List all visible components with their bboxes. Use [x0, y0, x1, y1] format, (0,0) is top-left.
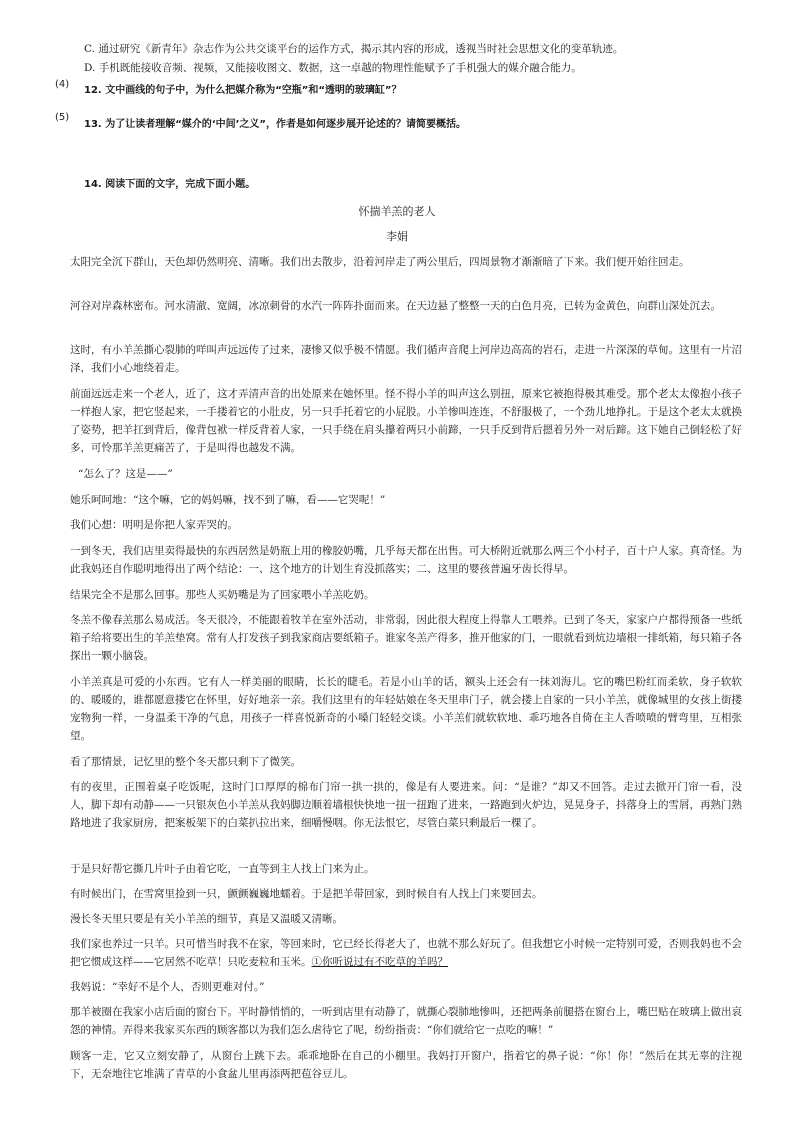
paragraph-text: 有时候出门，在雪窝里捡到一只，颤颤巍巍地蠕着。于是把羊带回家，到时候自有人找上门来要回去。	[70, 888, 543, 900]
paragraph-text: 前面远远走来一个老人，近了，这才弄清声音的出处原来在她怀里。怪不得小羊的叫声这么别扭，原来它被抱得极其难受。那个老太太像抱小孩子一样抱人家，把它竖起来，一手搂着它的小肚皮，另一只手托着它的小屁股。小羊惨叫连连，不舒服极了，一个劲儿地挣扎。于是这个老太太就换了姿势，把羊扛到背后，像背包袱一样反背着人家，一只手绕在肩头攥着两只小前蹄，一只手反到背后摁着另外一对后蹄。这下她自己倒轻松了好多，可怜那羊羔更痛苦了，于是叫得也越发不满。	[70, 388, 742, 454]
paragraph-text: 她乐呵呵地：“这个嘛，它的妈妈嘛，找不到了嘛，看——它哭呢！”	[70, 494, 386, 506]
option-c: C. 通过研究《新青年》杂志作为公共交谈平台的运作方式，揭示其内容的形成，透视当时社会思想文化的变革轨迹。	[84, 43, 624, 55]
paragraph-20	[70, 1047, 742, 1083]
paragraph-1	[70, 253, 742, 271]
paragraph-text: 太阳完全沉下群山，天色却仍然明亮、清晰。我们出去散步，沿着河岸走了两公里后，四周景物才渐渐暗了下来。我们便开始往回走。	[70, 256, 690, 268]
paragraph-9	[70, 586, 742, 604]
paragraph-text: 一到冬天，我们店里卖得最快的东西居然是奶瓶上用的橡胶奶嘴，几乎每天都在出售。可大桥附近就那么两三个小村子，百十户人家。真奇怪。为此我妈还自作聪明地得出了两个结论：一、这个地方的计划生育没抓落实；二、这里的婴孩普遍牙齿长得早。	[70, 545, 742, 575]
paragraph-2	[70, 297, 742, 315]
paragraph-18	[70, 978, 742, 996]
paragraph-16	[70, 910, 742, 928]
paragraph-text: 冬羔不像春羔那么易成活。冬天很冷，不能跟着牧羊在室外活动，非常弱，因此很大程度上得靠人工喂养。已到了冬天，家家户户都得预备一些纸箱子给将要出生的羊羔垫窝。常有人打发孩子到我家商店要纸箱子。谁家冬羔产得多，推开他家的门，一眼就看到炕边墙根一排纸箱，每只箱子各探出一颗小脑袋。	[70, 614, 742, 662]
paragraph-5	[78, 465, 750, 483]
question-14: 14. 阅读下面的文字，完成下面小题。	[84, 179, 256, 190]
paragraph-text: 我们心想：明明是你把人家弄哭的。	[70, 519, 238, 531]
article-title: 怀揣羊羔的老人	[358, 205, 436, 218]
paragraph-8	[70, 542, 742, 578]
question-12: 12. 文中画线的句子中，为什么把媒介称为“空瓶”和“透明的玻璃缸”？	[84, 85, 402, 96]
paragraph-10	[70, 611, 742, 665]
paragraph-text: 结果完全不是那么回事。那些人买奶嘴是为了回家喂小羊羔吃奶。	[70, 589, 375, 601]
paragraph-text: 小羊羔真是可爱的小东西。它有人一样美丽的眼睛，长长的睫毛。若是小山羊的话，额头上还会有一抹刘海儿。它的嘴巴粉红而柔软，身子软软的、暖暖的，谁都愿意搂它在怀里，好好地亲一亲。我们这里有的年轻姑娘在冬天里串门子，就会搂上自家的一只小羊羔，就像城里的女孩上街搂宠物狗一样，一身温柔干净的气息，用孩子一样喜悦新奇的小嗓门轻轻交谈。小羊羔们就软软地、乖巧地各自倚在主人香喷喷的臂弯里，互相张望。	[70, 676, 742, 742]
option-d: D. 手机既能接收音频、视频，又能接收图文、数据，这一卓越的物理性能赋予了手机强大的媒介融合能力。	[84, 62, 582, 74]
article-author: 李娟	[386, 230, 408, 243]
paragraph-7	[70, 516, 742, 534]
paragraph-11	[70, 673, 742, 745]
question-12-tag: (4)	[55, 79, 70, 90]
paragraph-13	[70, 778, 742, 832]
paragraph-text: “怎么了？这是——”	[78, 468, 173, 480]
paragraph-text: 有的夜里，正围着桌子吃饭呢，这时门口厚厚的棉布门帘一拱一拱的，像是有人要进来。问：“是谁？”却又不回答。走过去掀开门帘一看，没人，脚下却有动静——一只银灰色小羊羔从我妈脚边顺着墙根快快地一扭一扭跑了进来，一路跑到火炉边，晃晃身子，抖落身上的雪屑，再熟门熟路地进了我家厨房，把案板架下的白菜扒拉出来，细嚼慢咽。你无法恨它，尽管白菜只剩最后一棵了。	[70, 781, 742, 829]
paragraph-text: 于是只好帮它撕几片叶子由着它吃，一直等到主人找上门来为止。	[70, 863, 375, 875]
paragraph-text: 顾客一走，它又立刻安静了，从窗台上跳下去。乖乖地卧在自己的小棚里。我妈打开窗户，指着它的鼻子说：“你！你！”然后在其无辜的注视下，无奈地往它堆满了青草的小食盆儿里再添两把苞谷豆儿。	[70, 1050, 742, 1080]
paragraph-text: 我妈说：“幸好不是个人，否则更难对付。”	[70, 981, 265, 993]
paragraph-3	[70, 341, 742, 377]
paragraph-15	[70, 885, 742, 903]
paragraph-14	[70, 860, 742, 878]
paragraph-text: 看了那情景，记忆里的整个冬天都只剩下了微笑。	[70, 756, 301, 768]
paragraph-6	[70, 491, 742, 509]
paragraph-4	[70, 385, 742, 457]
paragraph-12	[70, 753, 742, 771]
question-13: 13. 为了让读者理解“媒介的‘中间’之义”，作者是如何逐步展开论述的？请简要概括。	[84, 119, 466, 130]
paragraph-text: 我们家也养过一只羊。只可惜当时我不在家，等回来时，它已经长得老大了，也就不那么好玩了。但我想它小时候一定特别可爱，否则我妈也不会把它惯成这样——它居然不吃草！只吃麦粒和玉米。	[70, 938, 742, 968]
paragraph-text: 这时，有小羊羔撕心裂肺的咩叫声远远传了过来，凄惨又似乎极不情愿。我们循声音爬上河岸边高高的岩石，走进一片深深的草甸。这里有一片沼泽，我们小心地绕着走。	[70, 344, 742, 374]
paragraph-text: 河谷对岸森林密布。河水清澈、宽阔，冰凉刺骨的水汽一阵阵扑面而来。在天边悬了整整一天的白色月亮，已转为金黄色，向群山深处沉去。	[70, 300, 721, 312]
paragraph-17	[70, 935, 742, 971]
paragraph-text: 那羊被圈在我家小店后面的窗台下。平时静悄悄的，一听到店里有动静了，就撕心裂肺地惨叫，还把两条前腿搭在窗台上，嘴巴贴在玻璃上做出哀怨的神情。弄得来我家买东西的顾客都以为我们怎么虐待它了呢，纷纷指责：“你们就给它一点吃的嘛！”	[70, 1006, 742, 1036]
question-13-tag: (5)	[55, 112, 70, 123]
underlined-sentence-1: ①你听说过有不吃草的羊吗？	[311, 956, 448, 968]
paragraph-text: 漫长冬天里只要是有关小羊羔的细节，真是又温暖又清晰。	[70, 913, 343, 925]
paragraph-19	[70, 1003, 742, 1039]
